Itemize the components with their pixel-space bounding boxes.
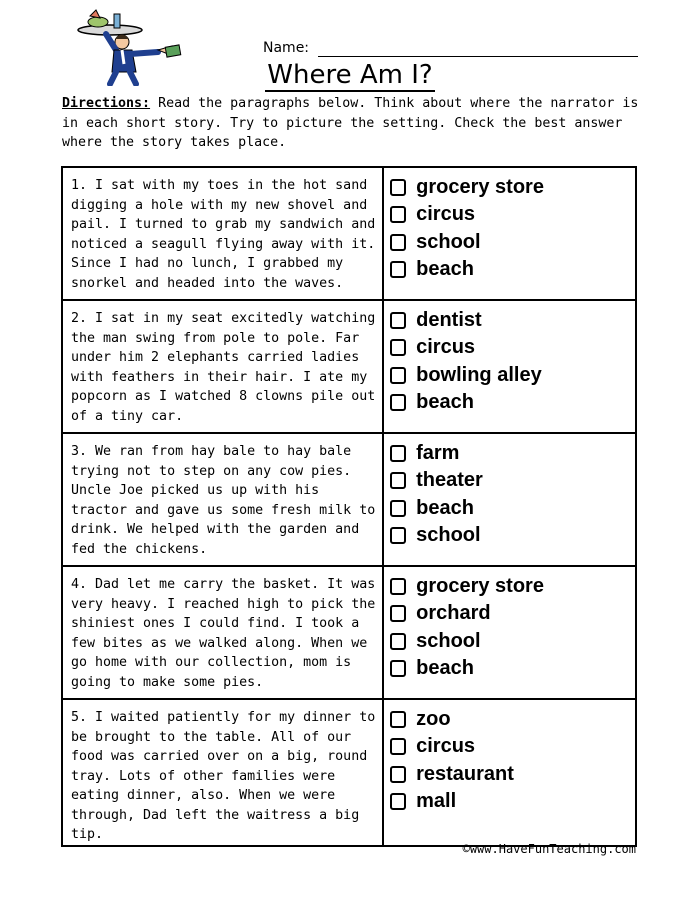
checkbox[interactable] <box>390 527 406 544</box>
question-row <box>62 433 636 566</box>
choice-label: farm <box>416 442 460 465</box>
checkbox[interactable] <box>390 312 406 329</box>
story-text: 3. We ran from hay bale to hay bale trying not to step on any cow pies. Uncle Joe picked us up with his tractor and gave us some fresh milk to drink. We helped with the garden and fed the chickens. <box>71 444 376 557</box>
question-row <box>62 300 636 433</box>
answer-choice[interactable] <box>390 229 635 256</box>
choices-cell <box>383 433 636 566</box>
story-text: 2. I sat in my seat excitedly watching the man swing from pole to pole. Far under him 2 elephants carried ladies with feathers in their hair. I ate my popcorn as I watched 8 clowns pile out of a tiny car. <box>71 311 376 424</box>
story-cell <box>62 300 383 433</box>
story-text: 4. Dad let me carry the basket. It was very heavy. I reached high to pick the shiniest ones I could find. I took a few bites as we walked along. When we go home with our collection, mom is going to make some pies. <box>71 577 376 690</box>
choice-label: beach <box>416 258 474 281</box>
checkbox[interactable] <box>390 738 406 755</box>
answer-choice[interactable] <box>390 573 635 600</box>
choice-label: dentist <box>416 309 482 332</box>
choice-list <box>384 567 635 682</box>
choice-label: school <box>416 230 481 253</box>
answer-choice[interactable] <box>390 174 635 201</box>
choice-label: grocery store <box>416 575 544 598</box>
answer-choice[interactable] <box>390 628 635 655</box>
answer-choice[interactable] <box>390 600 635 627</box>
answer-choice[interactable] <box>390 440 635 467</box>
choice-list <box>384 168 635 283</box>
choice-label: beach <box>416 391 474 414</box>
answer-choice[interactable] <box>390 655 635 682</box>
answer-choice[interactable] <box>390 334 635 361</box>
choice-label: school <box>416 524 481 547</box>
checkbox[interactable] <box>390 206 406 223</box>
choice-label: grocery store <box>416 176 544 199</box>
question-row <box>62 167 636 300</box>
checkbox[interactable] <box>390 367 406 384</box>
checkbox[interactable] <box>390 261 406 278</box>
choice-list <box>384 434 635 549</box>
answer-choice[interactable] <box>390 256 635 283</box>
choice-label: school <box>416 629 481 652</box>
story-text: 5. I waited patiently for my dinner to be brought to the table. All of our food was carried over on a big, round tray. Lots of other families were eating dinner, also. When we were through, Dad left the waitress a big tip. <box>71 710 376 842</box>
directions <box>62 94 642 153</box>
story-text: 1. I sat with my toes in the hot sand digging a hole with my new shovel and pail. I turned to grab my sandwich and noticed a seagull flying away with it. Since I had no lunch, I grabbed my snorkel and headed into the waves. <box>71 178 376 291</box>
answer-choice[interactable] <box>390 733 635 760</box>
checkbox[interactable] <box>390 578 406 595</box>
worksheet-title-wrapper <box>0 60 700 90</box>
checkbox[interactable] <box>390 339 406 356</box>
worksheet-title: Where Am I? <box>267 60 433 90</box>
choice-label: beach <box>416 496 474 519</box>
choices-cell <box>383 167 636 300</box>
question-row <box>62 566 636 699</box>
answer-choice[interactable] <box>390 467 635 494</box>
choices-cell <box>383 300 636 433</box>
directions-text: Read the paragraphs below. Think about where the narrator is in each short story. Try to picture the setting. Check the best answer where the story takes place. <box>62 96 639 150</box>
choice-label: orchard <box>416 602 491 625</box>
checkbox[interactable] <box>390 472 406 489</box>
answer-choice[interactable] <box>390 761 635 788</box>
checkbox[interactable] <box>390 605 406 622</box>
choice-label: circus <box>416 336 476 359</box>
story-cell <box>62 566 383 699</box>
name-blank-line[interactable] <box>318 56 638 57</box>
story-cell <box>62 167 383 300</box>
answer-choice[interactable] <box>390 706 635 733</box>
checkbox[interactable] <box>390 660 406 677</box>
checkbox[interactable] <box>390 633 406 650</box>
name-label: Name: <box>263 40 310 56</box>
choice-label: theater <box>416 469 483 492</box>
directions-label: Directions: <box>62 96 151 111</box>
choice-list <box>384 700 635 815</box>
checkbox[interactable] <box>390 711 406 728</box>
story-cell <box>62 699 383 846</box>
choice-label: mall <box>416 790 457 813</box>
checkbox[interactable] <box>390 793 406 810</box>
copyright-footer: ©www.HaveFunTeaching.com <box>462 842 636 856</box>
choice-label: zoo <box>416 708 451 731</box>
answer-choice[interactable] <box>390 362 635 389</box>
choices-cell <box>383 699 636 846</box>
choice-label: bowling alley <box>416 363 542 386</box>
answer-choice[interactable] <box>390 522 635 549</box>
checkbox[interactable] <box>390 394 406 411</box>
checkbox[interactable] <box>390 179 406 196</box>
checkbox[interactable] <box>390 766 406 783</box>
checkbox[interactable] <box>390 445 406 462</box>
choices-cell <box>383 566 636 699</box>
answer-choice[interactable] <box>390 201 635 228</box>
question-row <box>62 699 636 846</box>
answer-choice[interactable] <box>390 307 635 334</box>
story-cell <box>62 433 383 566</box>
question-table <box>61 166 637 847</box>
choice-label: beach <box>416 657 474 680</box>
checkbox[interactable] <box>390 500 406 517</box>
choice-label: circus <box>416 203 476 226</box>
choice-label: restaurant <box>416 762 514 785</box>
choice-label: circus <box>416 735 476 758</box>
answer-choice[interactable] <box>390 495 635 522</box>
answer-choice[interactable] <box>390 788 635 815</box>
answer-choice[interactable] <box>390 389 635 416</box>
choice-list <box>384 301 635 416</box>
checkbox[interactable] <box>390 234 406 251</box>
